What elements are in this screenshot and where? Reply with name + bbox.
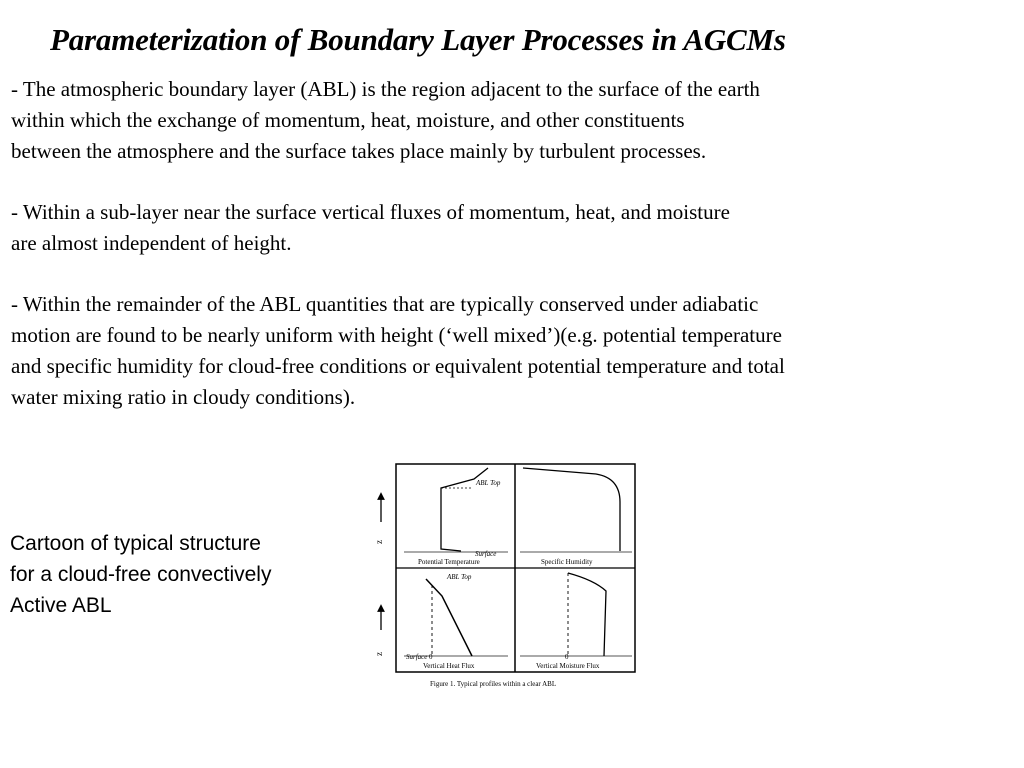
text-line: water mixing ratio in cloudy conditions). [11,385,356,409]
body-text [11,74,1011,443]
text-line: - Within the remainder of the ABL quantities that are typically conserved under adiabatic [11,292,759,316]
page-title: Parameterization of Boundary Layer Processes in AGCMs [50,22,786,57]
surface-label: Surface [406,653,428,661]
text-line: between the atmosphere and the surface takes place mainly by turbulent processes. [11,139,707,163]
panel-potential-temperature [404,468,508,566]
zero-label: 0 [565,653,569,661]
text-line: motion are found to be nearly uniform with height (‘well mixed’)(e.g. potential temperature [11,323,782,347]
text-line: within which the exchange of momentum, heat, moisture, and other constituents [11,108,685,132]
abl-top-label: ABL Top [447,573,472,581]
x-label-vertical-moisture-flux: Vertical Moisture Flux [536,662,600,670]
figure-caption: Figure 1. Typical profiles within a clear ABL [430,680,557,688]
surface-label: Surface [475,550,497,558]
humidity-profile [523,468,620,551]
panel-specific-humidity [520,468,632,566]
x-label-specific-humidity: Specific Humidity [541,558,593,566]
zero-label: 0 [429,653,433,661]
x-label-vertical-heat-flux: Vertical Heat Flux [423,662,475,670]
panel-vertical-moisture-flux [520,573,632,670]
panel-vertical-heat-flux [404,573,508,670]
x-label-potential-temperature: Potential Temperature [418,558,480,566]
moisture-flux-profile [568,573,606,656]
paragraph-surface-layer [11,197,1011,259]
figure-side-caption [10,528,271,621]
caption-line: Cartoon of typical structure [10,532,261,555]
abl-profile-figure [368,460,640,697]
abl-top-label: ABL Top [476,479,501,487]
text-line: - The atmospheric boundary layer (ABL) is the region adjacent to the surface of the earth [11,77,760,101]
z-axis-label-top: z [374,540,384,544]
abl-profile-diagram [368,460,640,692]
caption-line: for a cloud-free convectively [10,563,272,586]
text-line: are almost independent of height. [11,231,292,255]
paragraph-abl-definition [11,74,1011,167]
caption-line: Active ABL [10,594,112,617]
text-line: - Within a sub-layer near the surface vertical fluxes of momentum, heat, and moisture [11,200,730,224]
paragraph-mixed-layer [11,289,1011,413]
text-line: and specific humidity for cloud-free conditions or equivalent potential temperature and total [11,354,785,378]
heat-flux-profile [426,579,472,656]
z-axis-label-bottom: z [374,652,384,656]
